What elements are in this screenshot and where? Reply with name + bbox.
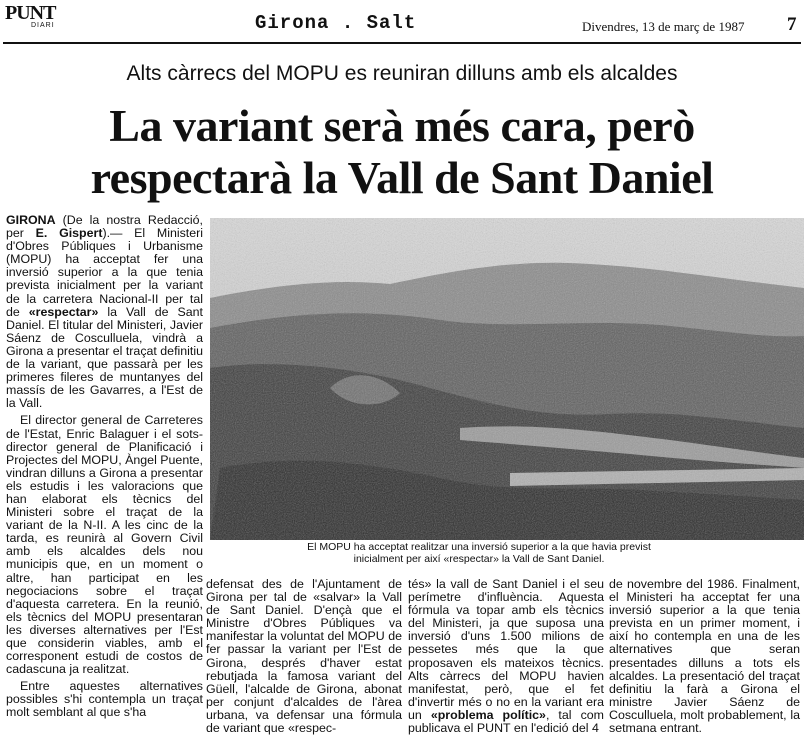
photo-caption: El MOPU ha acceptat realitzar una inversió superior a la que havia previst inicialment per així «respectar» la Vall de Sant Daniel. (307, 541, 651, 565)
column-3-text (408, 578, 604, 735)
issue-date: Divendres, 13 de març de 1987 (582, 19, 745, 34)
valley-photo (210, 218, 804, 540)
page-number: 7 (787, 14, 797, 35)
column-2-text: defensat des de l'Ajuntament de Girona per tal de «salvar» la Vall de Sant Daniel. D'ençà que el Ministre d'Obres Públiques va manifestar la voluntat del MOPU de fer passar la variant per l'Est de Girona, després d'haver estat rebutjada la famosa variant del Güell, l'alcalde de Girona, abonat per conjunt d'alcaldes de l'àrea urbana, va defensar una fórmula de variant que «respec- (206, 577, 402, 736)
lead-text-c: la Vall de Sant Daniel. El titular del Ministeri, Javier Sáenz de Cosculluela, vindrà a Girona a presentar el traçat definitiu de la variant, que passarà per les primeres fileres de muntanyes del massís de les Gavarres, a l'Est de la Vall. (6, 304, 203, 411)
section-title: Girona . Salt (255, 12, 417, 34)
lead-text-a: (De la nostra Redacció, per (6, 213, 203, 241)
paragraph-3: Entre aquestes alternatives possibles s'hi contempla un traçat molt semblant al que s'ha (6, 679, 203, 720)
byline: E. Gispert (35, 226, 103, 241)
lead-paragraph (6, 214, 203, 410)
article-column-4 (609, 578, 800, 739)
column-4-text: de novembre del 1986. Finalment, el Ministeri ha acceptat fer una inversió superior a la que tenia prevista en un primer moment, i així ho contempla en una de les alternatives que seran presentades dilluns a tots els alcaldes. La presentació del traçat definitiu la farà a Girona el ministre Javier Sáenz de Cosculluela, molt probablement, la setmana entrant. (609, 577, 800, 736)
political-problem-quote: «problema polític» (430, 707, 546, 722)
landscape-image (210, 218, 804, 540)
paragraph-2: El director general de Carreteres de l'Estat, Enric Balaguer i el sots-director general de Planificació i Projectes del MOPU, Àngel Puente, vindran dilluns a Girona a presentar els estudis i les valoracions que han elaborat els tècnics del Ministeri sobre el traçat de la variant de la N-II. A les cinc de la tarda, es reunirà al Govern Civil amb els alcaldes dels nou municipis que, en un moment o altre, han participat en les negociacions sobre el traçat d'aquesta carretera. En la reunió, els tècnics del MOPU presentaran les diverses alternatives per l'Est que considerin viables, amb el corresponent estudi de costos de cadascuna ja realitzat. (6, 413, 203, 677)
lead-quote: «respectar» (28, 304, 99, 319)
lead-text-b: ).— El Ministeri d'Obres Públiques i Urbanisme (MOPU) ha acceptat fer una inversió superior a la que tenia prevista inicialment per la variant de la carretera Nacional-II per tal de (6, 226, 203, 319)
article-column-3 (408, 578, 604, 739)
newspaper-logo: PUNT (5, 2, 56, 24)
article-column-2 (206, 578, 402, 739)
main-headline (0, 100, 804, 204)
kicker-headline: Alts càrrecs del MOPU es reuniran dilluns amb els alcaldes (126, 62, 678, 85)
headline-line-2: respectarà la Vall de Sant Daniel (90, 152, 714, 203)
headline-line-1: La variant serà més cara, però (109, 100, 695, 151)
article-column-1 (6, 214, 203, 724)
column-3-text-a: tés» la vall de Sant Daniel i el seu perímetre d'influència. Aquesta fórmula va topar amb els tècnics del Ministeri, ja que suposa una inversió d'uns 1.500 milions de pessetes més que la que proposaven els mateixos tècnics. Alts càrrecs del MOPU havien manifestat, però, que el fet d'invertir més o no en la variant era un (408, 577, 604, 722)
dateline: GIRONA (6, 213, 56, 227)
column-3-text-c: , tal com publicava el PUNT en l'edició del 4 (408, 707, 604, 736)
masthead-rule (3, 42, 801, 44)
newspaper-logo-subtitle: DIARI (31, 22, 55, 29)
